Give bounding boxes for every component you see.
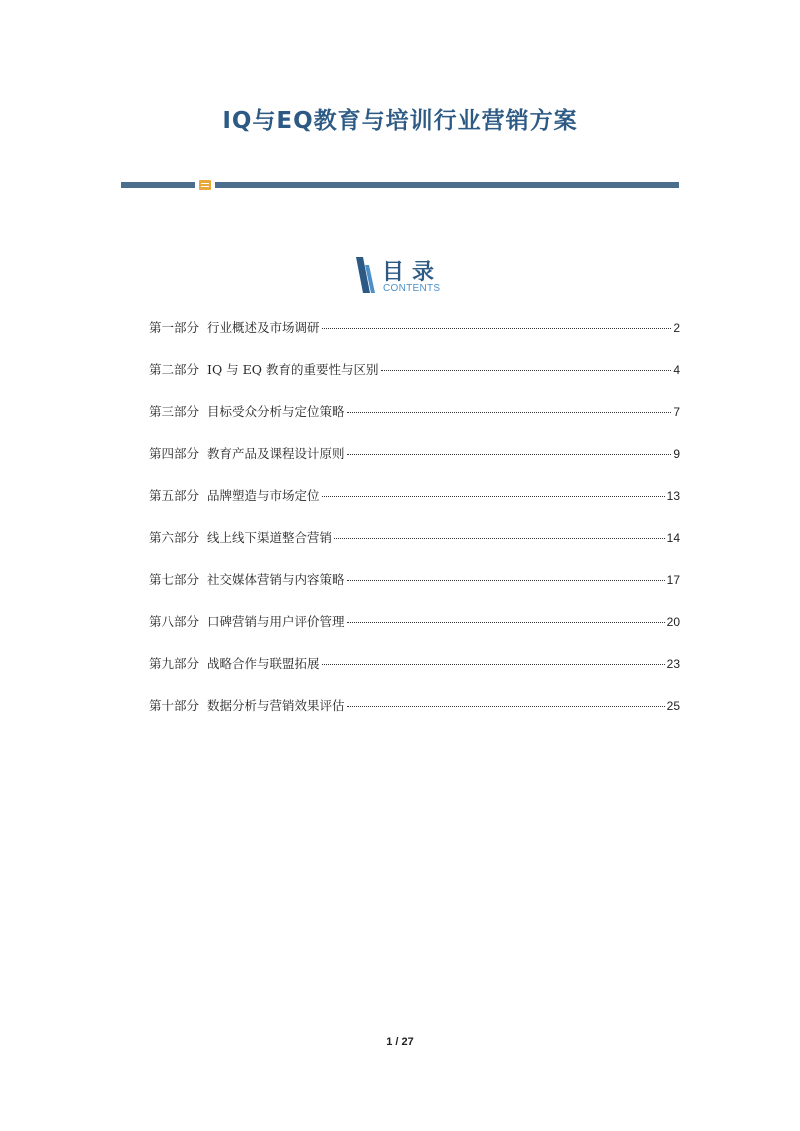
toc-entry[interactable] [149,360,680,402]
toc-entry-label: 数据分析与营销效果评估 [207,698,345,713]
toc-entry-part: 第四部分 [149,446,200,461]
toc-entry-part: 第三部分 [149,404,200,419]
toc-entry-label: 线上线下渠道整合营销 [207,530,333,545]
toc-entry-label: 教育产品及课程设计原则 [207,446,345,461]
title-divider [121,180,679,190]
toc-entry-page: 9 [673,447,680,461]
toc-entry-page: 17 [666,573,680,587]
toc-leader-dots [334,538,665,539]
toc-entry-label: 社交媒体营销与内容策略 [207,572,345,587]
page-number: 1 / 27 [386,1036,414,1048]
toc-entry-label: 口碑营销与用户评价管理 [207,614,345,629]
toc-header [354,255,464,297]
toc-title: 目录 [382,260,443,285]
toc-entry[interactable] [149,318,680,360]
toc-entry-part: 第二部分 [149,362,200,377]
toc-entry-page: 7 [673,405,680,419]
toc-entry-part: 第六部分 [149,530,200,545]
divider-left-bar [121,182,195,188]
toc-entry[interactable] [149,570,680,612]
toc-leader-dots [347,412,672,413]
toc-slash-icon [354,257,376,293]
toc-entry-part: 第七部分 [149,572,200,587]
toc-entry-part: 第十部分 [149,698,200,713]
toc-entry-part: 第八部分 [149,614,200,629]
toc-entry-page: 23 [666,657,680,671]
toc-leader-dots [347,580,665,581]
toc-entry[interactable] [149,654,680,696]
toc-entry-part: 第一部分 [149,320,200,335]
toc-leader-dots [347,622,665,623]
divider-right-bar [215,182,679,188]
toc-entry[interactable] [149,486,680,528]
toc-entry-label: IQ 与 EQ 教育的重要性与区别 [207,362,379,377]
toc-entry[interactable] [149,528,680,570]
toc-entry-page: 13 [666,489,680,503]
toc-entry-page: 20 [666,615,680,629]
toc-entry[interactable] [149,402,680,444]
toc-entry-part: 第九部分 [149,656,200,671]
toc-entry-label: 行业概述及市场调研 [207,320,320,335]
toc-leader-dots [381,370,672,371]
toc-entry[interactable] [149,696,680,738]
toc-subtitle: CONTENTS [383,283,441,294]
document-icon [199,180,211,190]
toc-entry-label: 品牌塑造与市场定位 [207,488,320,503]
toc-leader-dots [322,328,672,329]
toc-leader-dots [347,454,672,455]
document-title: IQ与EQ教育与培训行业营销方案 [222,108,578,134]
toc-list [149,318,680,738]
toc-leader-dots [322,664,665,665]
toc-entry-page: 4 [673,363,680,377]
toc-leader-dots [347,706,665,707]
toc-entry[interactable] [149,444,680,486]
toc-entry-page: 2 [673,321,680,335]
toc-entry-part: 第五部分 [149,488,200,503]
toc-entry-label: 目标受众分析与定位策略 [207,404,345,419]
toc-entry-label: 战略合作与联盟拓展 [207,656,320,671]
toc-leader-dots [322,496,665,497]
toc-entry[interactable] [149,612,680,654]
toc-entry-page: 25 [666,699,680,713]
toc-entry-page: 14 [666,531,680,545]
